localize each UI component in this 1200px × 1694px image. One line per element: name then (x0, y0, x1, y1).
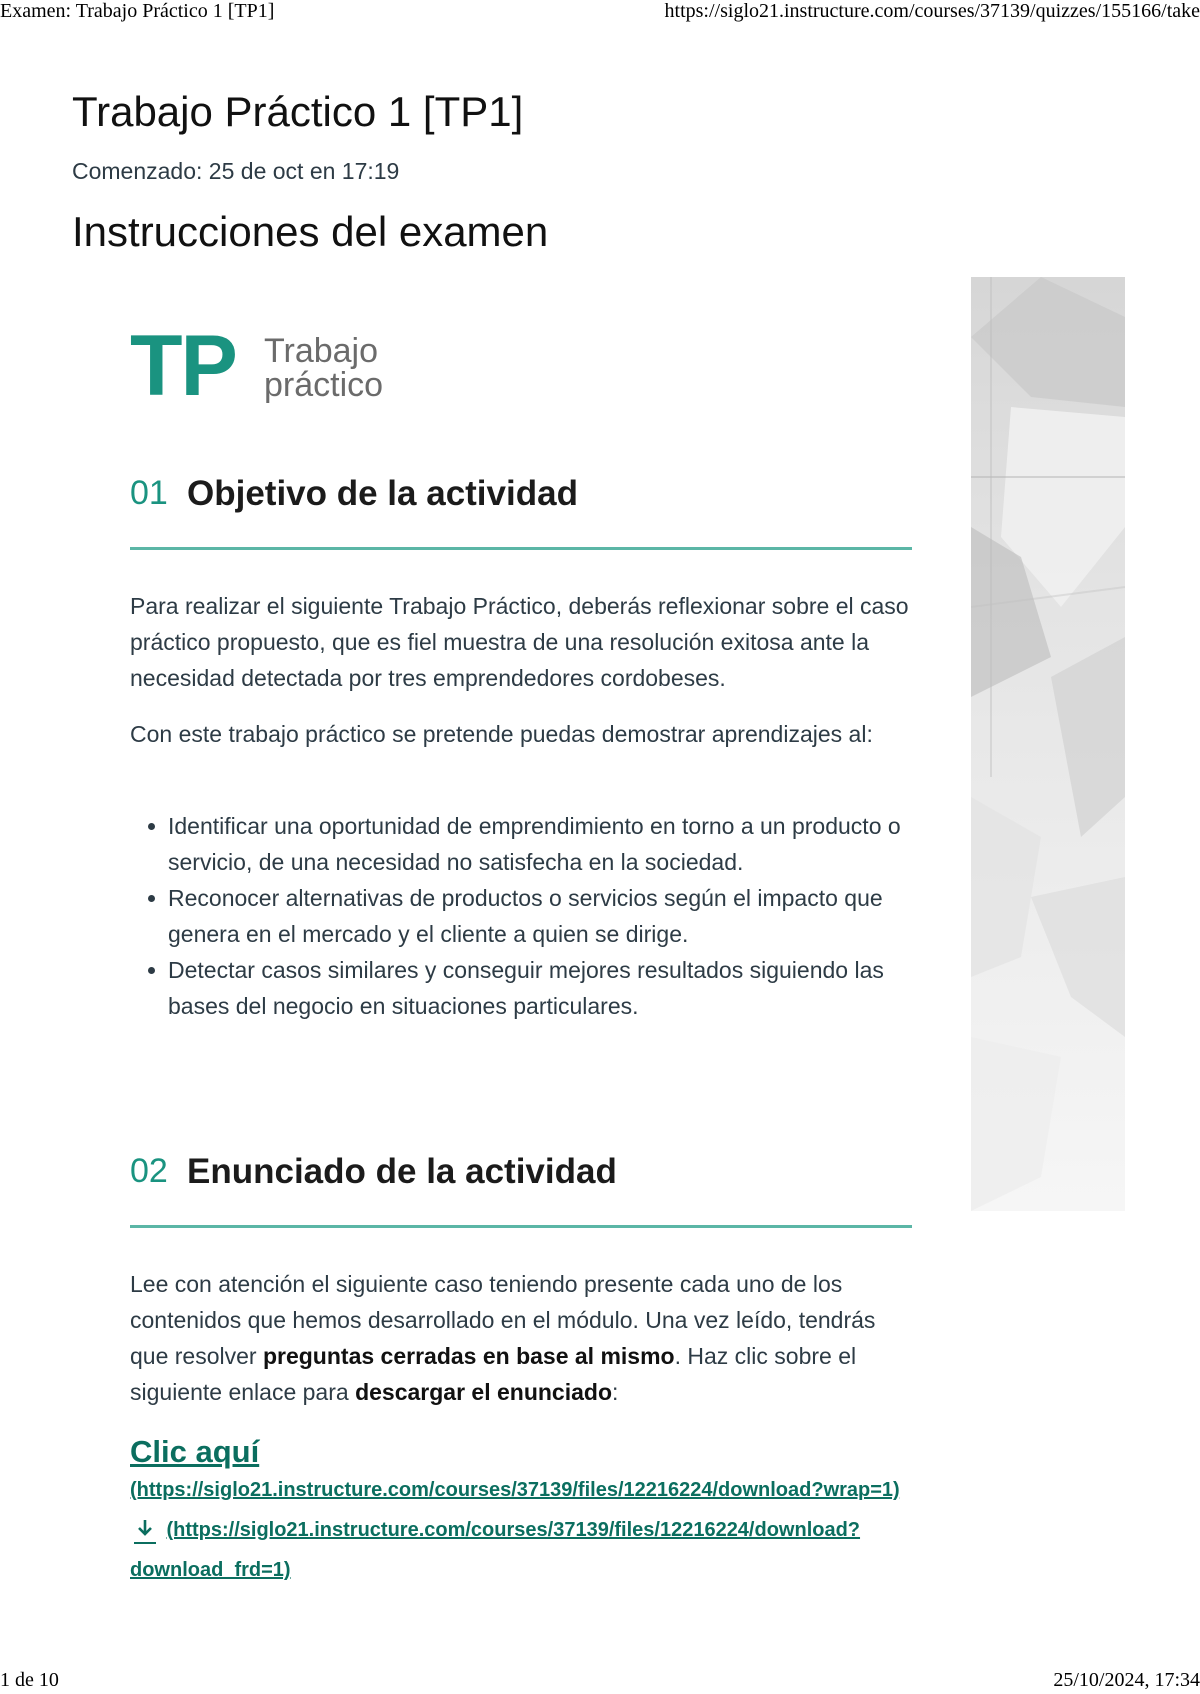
section-1-title: Objetivo de la actividad (187, 474, 578, 513)
download-icon[interactable] (134, 1518, 156, 1544)
section-2-bold-1: preguntas cerradas en base al mismo (262, 1343, 675, 1369)
section-1-heading (130, 474, 912, 530)
section-2-text-a: Lee con atención el siguiente caso teniendo presente cada uno de los contenidos que hemos desarrollado en el módulo. Una vez leído, tendrás que resolver (130, 1271, 876, 1369)
section-2-bold-2: descargar el enunciado (355, 1379, 612, 1405)
download-wrap-link[interactable]: (https://siglo21.instructure.com/courses/37139/files/12216224/download?wrap=1) (130, 1479, 900, 1501)
instructions-heading: Instrucciones del examen (72, 208, 549, 255)
print-header-title: Examen: Trabajo Práctico 1 [TP1] (0, 0, 275, 22)
download-arrow-icon (134, 1518, 156, 1540)
print-header-url: https://siglo21.instructure.com/courses/37139/quizzes/155166/take (664, 0, 1200, 22)
page-title: Trabajo Práctico 1 [TP1] (72, 88, 524, 135)
trabajo-practico-logo (130, 318, 430, 414)
section-1-number: 01 (130, 474, 168, 512)
list-item: Identificar una oportunidad de emprendimiento en torno a un producto o servicio, de una necesidad no satisfecha en la sociedad. (130, 808, 928, 880)
clic-aqui-link[interactable]: Clic aquí (130, 1434, 260, 1469)
section-2-heading (130, 1152, 912, 1208)
objectives-list (130, 808, 930, 1024)
print-datetime: 25/10/2024, 17:34 (1053, 1669, 1200, 1691)
download-direct-link[interactable]: (https://siglo21.instructure.com/courses/37139/files/12216224/download?download_frd=1) (130, 1519, 861, 1581)
decorative-side-image (971, 277, 1125, 1211)
section-1-paragraph-1: Para realizar el siguiente Trabajo Práctico, deberás reflexionar sobre el caso práctico propuesto, que es fiel muestra de una resolución exitosa ante la necesidad detectada por tres emprendedores cordobeses. (130, 593, 909, 691)
section-2-divider (130, 1225, 912, 1228)
logo-mark: TP (130, 318, 236, 414)
section-2-paragraph (130, 1266, 910, 1410)
logo-word-2: práctico (264, 366, 384, 404)
architecture-pattern-image (971, 277, 1125, 1211)
section-2-text-c: : (612, 1379, 619, 1405)
section-1-paragraph-2: Con este trabajo práctico se pretende puedas demostrar aprendizajes al: (130, 721, 873, 747)
started-timestamp: Comenzado: 25 de oct en 17:19 (72, 158, 400, 184)
print-footer (0, 1668, 1200, 1694)
list-item: Detectar casos similares y conseguir mejores resultados siguiendo las bases del negocio en situaciones particulares. (130, 952, 928, 1024)
section-2-text-b: . Haz clic sobre el siguiente enlace para (130, 1343, 857, 1405)
section-2-number: 02 (130, 1152, 168, 1190)
list-item: Reconocer alternativas de productos o servicios según el impacto que genera en el mercado y el cliente a quien se dirige. (130, 880, 928, 952)
page-counter: 1 de 10 (0, 1669, 59, 1691)
section-1-divider (130, 547, 912, 550)
print-header (0, 0, 1200, 26)
download-links (130, 1434, 930, 1590)
section-2-title: Enunciado de la actividad (187, 1152, 617, 1191)
logo-word-1: Trabajo (264, 332, 379, 370)
